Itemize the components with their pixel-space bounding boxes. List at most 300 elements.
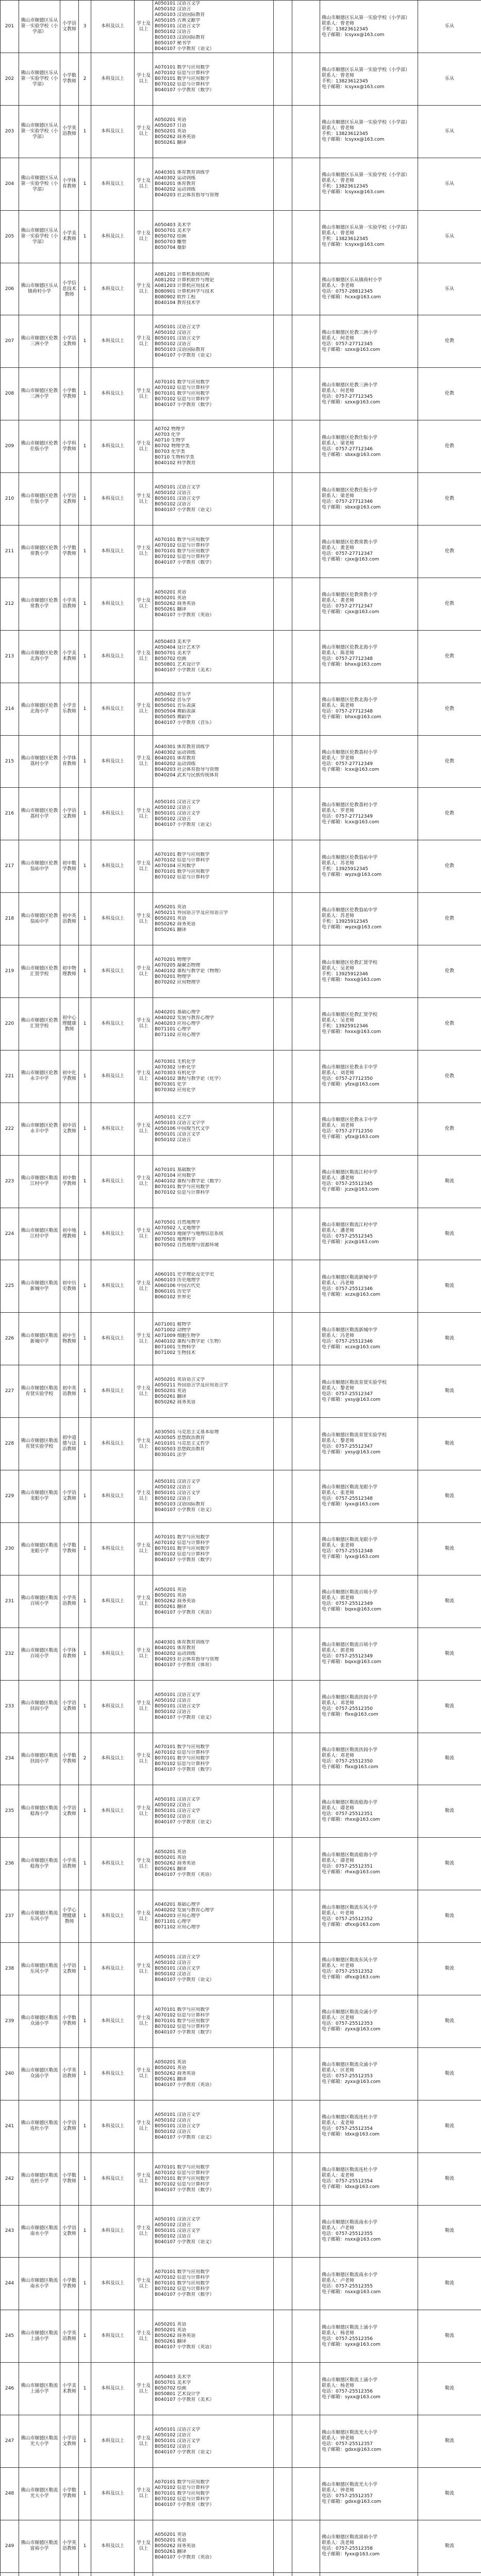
contact-line: 电子邮箱：bhxx@163.com bbox=[322, 662, 382, 668]
area: 伦教 bbox=[418, 788, 481, 840]
major-line: B050102 汉语言 bbox=[155, 1137, 191, 1143]
majors bbox=[153, 2153, 274, 2205]
contact-line: 佛山市顺德区勒流稔海小学 bbox=[322, 1800, 378, 1805]
table-row bbox=[1, 1733, 481, 1785]
area bbox=[418, 2572, 481, 2576]
contact-info bbox=[320, 158, 418, 210]
major-line: A070102 信息与计算科学 bbox=[155, 385, 210, 391]
major-line: B070102 信息与计算科学 bbox=[155, 1761, 210, 1767]
blank-col bbox=[274, 2310, 292, 2363]
area: 伦教 bbox=[418, 840, 481, 893]
post-count: 1 bbox=[79, 1050, 91, 1103]
contact-line: 电子邮箱：rhxx@163.com bbox=[322, 1817, 380, 1822]
degree: 学士及以上 bbox=[135, 998, 153, 1050]
school-name: 佛山市顺德区勒流育贤实验学校 bbox=[19, 1365, 60, 1418]
blank-col bbox=[292, 683, 320, 735]
major-line: B040107 小学教育（数学） bbox=[155, 2187, 214, 2193]
degree: 学士及以上 bbox=[135, 630, 153, 683]
row-number: 222 bbox=[1, 1103, 19, 1155]
major-line: B050262 商务英语 bbox=[155, 922, 196, 927]
blank-col bbox=[292, 1890, 320, 1943]
major-line: B050102 汉语言 bbox=[155, 2234, 191, 2240]
education: 本科及以上 bbox=[91, 420, 135, 473]
row-number: 208 bbox=[1, 368, 19, 420]
major-line: B040202 运动训练 bbox=[155, 187, 196, 192]
contact-line: 电子邮箱：dfxx@163.com bbox=[322, 1922, 380, 1927]
contact-line: 佛山市顺德区勒流江村中学 bbox=[322, 1223, 378, 1228]
contact-line: 电话：0757-27712347 bbox=[322, 551, 373, 557]
majors bbox=[153, 1628, 274, 1680]
row-number: 217 bbox=[1, 840, 19, 893]
major-line: B040201 体育教育 bbox=[155, 1645, 196, 1651]
post-count: 1 bbox=[79, 2467, 91, 2520]
major-line: A070101 数学与应用数学 bbox=[155, 2479, 210, 2485]
contact-line: 佛山市顺德区伦教仕版小学 bbox=[322, 435, 378, 440]
major-line: A070101 数学与应用数学 bbox=[155, 2164, 210, 2170]
contact-line: 电子邮箱：syxx@163.com bbox=[322, 2394, 380, 2400]
contact-line: 电话：0757-25512350 bbox=[322, 1758, 373, 1764]
major-line: B040107 小学教育（音乐） bbox=[155, 720, 214, 726]
major-line: A040203 应用心理学 bbox=[155, 1021, 201, 1026]
contact-line: 联系人：吴老师 bbox=[322, 965, 355, 971]
contact-info bbox=[320, 630, 418, 683]
post-name: 小学语文教师 bbox=[60, 1, 79, 53]
major-line: B050701 美术学 bbox=[155, 2380, 191, 2386]
contact-line: 联系人：梁老师 bbox=[322, 440, 355, 446]
education: 本科及以上 bbox=[91, 2205, 135, 2258]
post-count: 3 bbox=[79, 1, 91, 53]
major-line: A050403 美术学 bbox=[155, 639, 191, 645]
area: 伦教 bbox=[418, 998, 481, 1050]
contact-line: 联系人：杨老师 bbox=[322, 2330, 355, 2336]
major-line: A081201 计算机系统结构 bbox=[155, 272, 210, 277]
contact-line: 电子邮箱：wyzx@163.com bbox=[322, 924, 382, 930]
major-line: B050102 汉语言 bbox=[155, 1496, 191, 1502]
area: 勒流 bbox=[418, 1155, 481, 1208]
contact-info bbox=[320, 945, 418, 998]
contact-line: 佛山市顺德区勒流南水小学 bbox=[322, 2272, 378, 2278]
major-line: A040203 应用心理学 bbox=[155, 1913, 201, 1919]
contact-line: 联系人：邓老师 bbox=[322, 1753, 355, 1758]
major-line: B050101 汉语言文学 bbox=[155, 2123, 201, 2129]
major-line: A050102 汉语言 bbox=[155, 1698, 191, 1703]
major-line: A050211 外国语言学及应用语言学 bbox=[155, 1383, 228, 1388]
education: 本科及以上 bbox=[91, 1838, 135, 1890]
education: 本科及以上 bbox=[91, 1050, 135, 1103]
majors bbox=[153, 1418, 274, 1470]
school-name: 佛山市顺德区勒流新城中学 bbox=[19, 1260, 60, 1313]
table-row bbox=[1, 1890, 481, 1943]
degree: 学士及以上 bbox=[135, 683, 153, 735]
majors bbox=[153, 158, 274, 210]
post-count: 1 bbox=[79, 683, 91, 735]
row-number: 205 bbox=[1, 210, 19, 263]
major-line: A050101 文艺学 bbox=[155, 1114, 191, 1120]
majors bbox=[153, 2258, 274, 2310]
major-line: B050201 英语 bbox=[155, 1855, 187, 1861]
major-line: A050103 汉语国际教育 bbox=[155, 12, 205, 18]
degree: 学士及以上 bbox=[135, 158, 153, 210]
contact-line: 电话：0757-25512352 bbox=[322, 1916, 373, 1922]
contact-info bbox=[320, 2363, 418, 2415]
major-line: B050201 英语 bbox=[155, 2537, 187, 2543]
contact-info bbox=[320, 1155, 418, 1208]
contact-line: 电话：0757-25512348 bbox=[322, 1549, 373, 1554]
post-count: 1 bbox=[79, 2310, 91, 2363]
row-number: 236 bbox=[1, 1838, 19, 1890]
post-count: 1 bbox=[79, 2205, 91, 2258]
major-line: B040203 社会体育指导与管理 bbox=[155, 767, 219, 773]
blank-col bbox=[292, 2258, 320, 2310]
row-number: 203 bbox=[1, 105, 19, 158]
contact-info bbox=[320, 788, 418, 840]
majors bbox=[153, 578, 274, 630]
major-line: B071002 生物技术 bbox=[155, 1350, 196, 1355]
major-line: B070101 数学与应用数学 bbox=[155, 76, 210, 81]
contact-line: 佛山市顺德区勒流东风小学 bbox=[322, 1905, 378, 1910]
row-number: 232 bbox=[1, 1628, 19, 1680]
contact-line: 电子邮箱：fyxx@163.com bbox=[322, 2552, 380, 2557]
contact-line: 佛山市顺德区伦教翁祐中学 bbox=[322, 855, 378, 860]
contact-info bbox=[320, 2153, 418, 2205]
majors bbox=[153, 2310, 274, 2363]
post-name: 小学英语教师 bbox=[60, 2047, 79, 2100]
contact-line: 手机：13925912345 bbox=[322, 866, 368, 872]
major-line: B050201 英语 bbox=[155, 916, 187, 922]
degree: 学士及以上 bbox=[135, 2258, 153, 2310]
contact-line: 佛山市顺德区乐从第一实验学校（小学部） bbox=[322, 120, 410, 126]
contact-line: 联系人：曾老师 bbox=[322, 73, 355, 79]
post-name: 初中心理健康教师 bbox=[60, 998, 79, 1050]
contact-line: 电子邮箱：jczx@163.com bbox=[322, 1187, 379, 1193]
contact-line: 电子邮箱：lcsyxx@163.com bbox=[322, 84, 385, 90]
row-number: 226 bbox=[1, 1313, 19, 1365]
major-line: A030505 思想政治教育 bbox=[155, 1435, 205, 1441]
major-line: B050262 商务英语 bbox=[155, 134, 196, 140]
major-line: A050106 中国现当代文学 bbox=[155, 1126, 210, 1131]
major-line: B040107 小学教育（语文） bbox=[155, 1820, 214, 1825]
major-line: A040102 课程与教学论（生物） bbox=[155, 1338, 224, 1344]
blank-col bbox=[292, 473, 320, 526]
contact-line: 电子邮箱：yfzx@163.com bbox=[322, 1082, 379, 1088]
majors bbox=[153, 1, 274, 53]
contact-line: 电子邮箱：jczx@163.com bbox=[322, 1240, 379, 1245]
majors bbox=[153, 420, 274, 473]
major-line: A071002 动物学 bbox=[155, 1327, 191, 1333]
table-row bbox=[1, 893, 481, 945]
contact-line: 电子邮箱：bqxx@163.com bbox=[322, 1659, 382, 1665]
degree: 学士及以上 bbox=[135, 2415, 153, 2468]
major-line: B040107 小学教育（数学） bbox=[155, 2029, 214, 2035]
major-line: B050107 秘书学 bbox=[155, 41, 191, 46]
major-line: B030503 思想政治教育 bbox=[155, 1447, 205, 1452]
table-row bbox=[1, 2310, 481, 2363]
major-line: A050102 汉语言 bbox=[155, 490, 191, 496]
education: 本科及以上 bbox=[91, 998, 135, 1050]
contact-line: 佛山市顺德区伦教北海小学 bbox=[322, 645, 378, 651]
major-line: B070102 信息与计算科学 bbox=[155, 875, 210, 880]
post-name: 小学美术教师 bbox=[60, 210, 79, 263]
blank-col bbox=[274, 158, 292, 210]
major-line: B050102 汉语言 bbox=[155, 1814, 191, 1820]
contact-line: 电子邮箱：zyxx@163.com bbox=[322, 2027, 380, 2032]
majors bbox=[153, 1995, 274, 2047]
blank-col bbox=[292, 1418, 320, 1470]
education: 本科及以上 bbox=[91, 2258, 135, 2310]
contact-info bbox=[320, 1365, 418, 1418]
contact-line: 佛山市顺德区乐从镇荷村小学 bbox=[322, 278, 383, 283]
contact-line: 佛山市顺德区伦教常教小学 bbox=[322, 592, 378, 598]
blank-col bbox=[292, 1522, 320, 1575]
education: 本科及以上 bbox=[91, 2153, 135, 2205]
post-count: 1 bbox=[79, 105, 91, 158]
row-number: 201 bbox=[1, 1, 19, 53]
degree: 学士及以上 bbox=[135, 473, 153, 526]
area: 伦教 bbox=[418, 893, 481, 945]
school-name bbox=[19, 2572, 60, 2576]
contact-info bbox=[320, 998, 418, 1050]
major-line: B050101 汉语言文学 bbox=[155, 2228, 201, 2234]
post-name: 小学科学教师 bbox=[60, 420, 79, 473]
major-line: A070101 数学与应用数学 bbox=[155, 1744, 210, 1750]
row-number: 233 bbox=[1, 1680, 19, 1733]
post-count: 1 bbox=[79, 840, 91, 893]
major-line: B040107 小学教育（英语） bbox=[155, 612, 214, 618]
major-line: B070101 数学与应用数学 bbox=[155, 1756, 210, 1761]
majors bbox=[153, 998, 274, 1050]
majors bbox=[153, 1890, 274, 1943]
table-row bbox=[1, 1050, 481, 1103]
major-line: A050101 汉语言文学 bbox=[155, 1797, 201, 1803]
major-line: B050102 汉语言 bbox=[155, 29, 191, 35]
contact-line: 电子邮箱：zyxx@163.com bbox=[322, 2079, 380, 2085]
major-line: B050101 汉语言文学 bbox=[155, 1490, 201, 1496]
post-name: 小学语文教师 bbox=[60, 1943, 79, 1995]
degree: 学士及以上 bbox=[135, 735, 153, 788]
major-line: A040201 基础心理学 bbox=[155, 1009, 201, 1015]
contact-line: 电话：0757-25512347 bbox=[322, 1444, 373, 1449]
major-line: A070101 数学与应用数学 bbox=[155, 852, 210, 858]
contact-line: 电话：0757-25512351 bbox=[322, 1811, 373, 1817]
major-line: B040107 小学教育（体育） bbox=[155, 1662, 214, 1668]
major-line: B050101 汉语言文学 bbox=[155, 1808, 201, 1814]
contact-line: 联系人：麦老师 bbox=[322, 2121, 355, 2126]
row-number: 207 bbox=[1, 315, 19, 368]
contact-line: 联系人：邓老师 bbox=[322, 1701, 355, 1706]
table-row bbox=[1, 1995, 481, 2047]
major-line: A070101 数学与应用数学 bbox=[155, 380, 210, 385]
education: 本科及以上 bbox=[91, 1733, 135, 1785]
major-line: A070102 信息与计算科学 bbox=[155, 70, 210, 76]
post-count: 1 bbox=[79, 893, 91, 945]
post-name: 小学美术教师 bbox=[60, 630, 79, 683]
education: 本科及以上 bbox=[91, 2100, 135, 2153]
blank-col bbox=[292, 420, 320, 473]
major-line: A050201 英语 bbox=[155, 2322, 187, 2328]
major-line: B050701 美术学 bbox=[155, 228, 191, 233]
contact-line: 电话：0757-27712348 bbox=[322, 709, 373, 715]
post-count: 1 bbox=[79, 210, 91, 263]
row-number: 212 bbox=[1, 578, 19, 630]
major-line: B050101 汉语言文学 bbox=[155, 1131, 201, 1137]
major-line: A050102 汉语言 bbox=[155, 7, 191, 12]
post-name: 初中地理教师 bbox=[60, 1208, 79, 1260]
contact-line: 佛山市顺德区伦教永丰中学 bbox=[322, 1065, 378, 1071]
contact-line: 联系人：张老师 bbox=[322, 1490, 355, 1496]
blank-col bbox=[292, 1943, 320, 1995]
row-number: 241 bbox=[1, 2100, 19, 2153]
post-count bbox=[79, 2572, 91, 2576]
major-line: B050101 汉语言文学 bbox=[155, 1703, 201, 1709]
major-line: B050702 绘画 bbox=[155, 233, 187, 239]
major-line: B040202 运动训练 bbox=[155, 761, 196, 767]
education: 本科及以上 bbox=[91, 788, 135, 840]
school-name: 佛山市顺德区乐从第一实验学校（小学部） bbox=[19, 1, 60, 53]
major-line: B040107 小学教育（数学） bbox=[155, 2292, 214, 2298]
school-name: 佛山市顺德区勒流上涌小学 bbox=[19, 2363, 60, 2415]
blank-col bbox=[292, 2415, 320, 2468]
major-line: B070502 自然地理与资源环境 bbox=[155, 1242, 219, 1248]
post-name: 小学英语教师 bbox=[60, 2520, 79, 2572]
education: 本科及以上 bbox=[91, 1260, 135, 1313]
degree: 学士及以上 bbox=[135, 1890, 153, 1943]
post-name: 小学语文教师 bbox=[60, 2100, 79, 2153]
major-line: B050103 汉语国际教育 bbox=[155, 1502, 205, 1507]
major-line: A0703 化学 bbox=[155, 432, 180, 438]
education: 本科及以上 bbox=[91, 1103, 135, 1155]
post-name bbox=[60, 2572, 79, 2576]
blank-col bbox=[292, 1, 320, 53]
blank-col bbox=[292, 526, 320, 578]
contact-info bbox=[320, 840, 418, 893]
degree: 学士及以上 bbox=[135, 1838, 153, 1890]
blank-col bbox=[274, 2415, 292, 2468]
contact-line: 佛山市顺德区伦教汇贤学校 bbox=[322, 960, 378, 965]
contact-line: 佛山市顺德区勒流南水小学 bbox=[322, 2219, 378, 2225]
education: 本科及以上 bbox=[91, 2047, 135, 2100]
contact-line: 佛山市顺德区勒流新城中学 bbox=[322, 1275, 378, 1280]
blank-col bbox=[274, 2572, 292, 2576]
degree: 学士及以上 bbox=[135, 893, 153, 945]
contact-info bbox=[320, 2205, 418, 2258]
school-name: 佛山市顺德区勒流龙眼小学 bbox=[19, 1522, 60, 1575]
education: 本科及以上 bbox=[91, 2415, 135, 2468]
post-name: 小学数学教师 bbox=[60, 2467, 79, 2520]
contact-line: 电话：0757-25512349 bbox=[322, 1654, 373, 1659]
row-number: 211 bbox=[1, 526, 19, 578]
school-name: 佛山市顺德区勒流百顷小学 bbox=[19, 1628, 60, 1680]
major-line: A070102 信息与计算科学 bbox=[155, 2012, 210, 2018]
post-name: 小学语文教师 bbox=[60, 2415, 79, 2468]
contact-line: 联系人：潘老师 bbox=[322, 1176, 355, 1181]
blank-col bbox=[274, 683, 292, 735]
major-line: A070101 基础数学 bbox=[155, 1167, 196, 1173]
degree: 学士及以上 bbox=[135, 210, 153, 263]
major-line: B040107 小学教育（语文） bbox=[155, 46, 214, 52]
contact-info bbox=[320, 1, 418, 53]
table-row bbox=[1, 1260, 481, 1313]
blank-col bbox=[292, 893, 320, 945]
contact-line: 电子邮箱：hxxx@163.com bbox=[322, 1029, 381, 1035]
school-name: 佛山市顺德区伦教翁祐中学 bbox=[19, 893, 60, 945]
blank-col bbox=[274, 2153, 292, 2205]
education: 本科及以上 bbox=[91, 735, 135, 788]
major-line: A070303 有机化学 bbox=[155, 1071, 196, 1076]
majors bbox=[153, 1680, 274, 1733]
degree: 学士及以上 bbox=[135, 2520, 153, 2572]
school-name: 佛山市顺德区勒流南水小学 bbox=[19, 2258, 60, 2310]
contact-line: 手机：13925912345 bbox=[322, 919, 368, 924]
contact-line: 电子邮箱：bhxx@163.com bbox=[322, 715, 382, 720]
area: 勒流 bbox=[418, 1943, 481, 1995]
contact-line: 电话：0757-25512346 bbox=[322, 1286, 373, 1292]
major-line: B071102 应用心理学 bbox=[155, 1925, 201, 1930]
school-name: 佛山市顺德区乐从镇荷村小学 bbox=[19, 263, 60, 315]
contact-info bbox=[320, 1103, 418, 1155]
major-line: B040107 小学教育（数学） bbox=[155, 560, 214, 565]
major-line: B040107 小学教育（语文） bbox=[155, 822, 214, 828]
major-line: B040107 小学教育（数学） bbox=[155, 1767, 214, 1773]
education bbox=[91, 2572, 135, 2576]
contact-line: 联系人：钟老师 bbox=[322, 2435, 355, 2441]
school-name: 佛山市顺德区伦教三洲小学 bbox=[19, 315, 60, 368]
degree: 学士及以上 bbox=[135, 840, 153, 893]
area: 伦教 bbox=[418, 735, 481, 788]
major-line: B070101 数学与应用数学 bbox=[155, 2281, 210, 2286]
contact-line: 佛山市顺德区伦教三洲小学 bbox=[322, 382, 378, 388]
post-count: 1 bbox=[79, 630, 91, 683]
majors bbox=[153, 2205, 274, 2258]
major-line: A050101 汉语言文学 bbox=[155, 1955, 201, 1960]
major-line: A070104 应用数学 bbox=[155, 863, 196, 869]
major-line: A060106 中国古代史 bbox=[155, 1283, 201, 1289]
major-line: B050801 艺术设计学 bbox=[155, 2392, 201, 2397]
post-count: 1 bbox=[79, 263, 91, 315]
major-line: A081202 计算机软件与理论 bbox=[155, 278, 214, 283]
major-line: B050505 舞蹈学 bbox=[155, 715, 191, 720]
blank-col bbox=[292, 630, 320, 683]
blank-col bbox=[274, 1890, 292, 1943]
contact-line: 手机：13823612345 bbox=[322, 184, 368, 190]
blank-col bbox=[292, 1838, 320, 1890]
blank-col bbox=[274, 1680, 292, 1733]
major-line: A050101 汉语言文学 bbox=[155, 2112, 201, 2117]
major-line: A050101 汉语言文学 bbox=[155, 2217, 201, 2223]
major-line: B050703 雕塑 bbox=[155, 239, 187, 245]
contact-line: 佛山市顺德区勒流龙眼小学 bbox=[322, 1485, 378, 1490]
blank-col bbox=[274, 2520, 292, 2572]
area: 勒流 bbox=[418, 1418, 481, 1470]
table-row bbox=[1, 788, 481, 840]
post-name: 小学数学教师 bbox=[60, 2153, 79, 2205]
area: 伦教 bbox=[418, 630, 481, 683]
blank-col bbox=[274, 1470, 292, 1523]
major-line: B050702 绘画 bbox=[155, 2386, 187, 2392]
contact-line: 佛山市顺德区乐从第一实验学校（小学部） bbox=[322, 67, 410, 73]
contact-line: 联系人：黎老师 bbox=[322, 1438, 355, 1444]
contact-line: 联系人：杨老师 bbox=[322, 2383, 355, 2388]
table-row bbox=[1, 1838, 481, 1890]
blank-col bbox=[292, 945, 320, 998]
major-line: B040107 小学教育（数学） bbox=[155, 87, 214, 93]
blank-col bbox=[292, 53, 320, 106]
post-name: 初中物理教师 bbox=[60, 945, 79, 998]
major-line: B070101 数学与应用数学 bbox=[155, 869, 210, 875]
major-line: B050262 商务英语 bbox=[155, 1861, 196, 1867]
majors bbox=[153, 945, 274, 998]
education: 本科及以上 bbox=[91, 1680, 135, 1733]
contact-line: 佛山市顺德区勒流光大小学 bbox=[322, 2430, 378, 2435]
